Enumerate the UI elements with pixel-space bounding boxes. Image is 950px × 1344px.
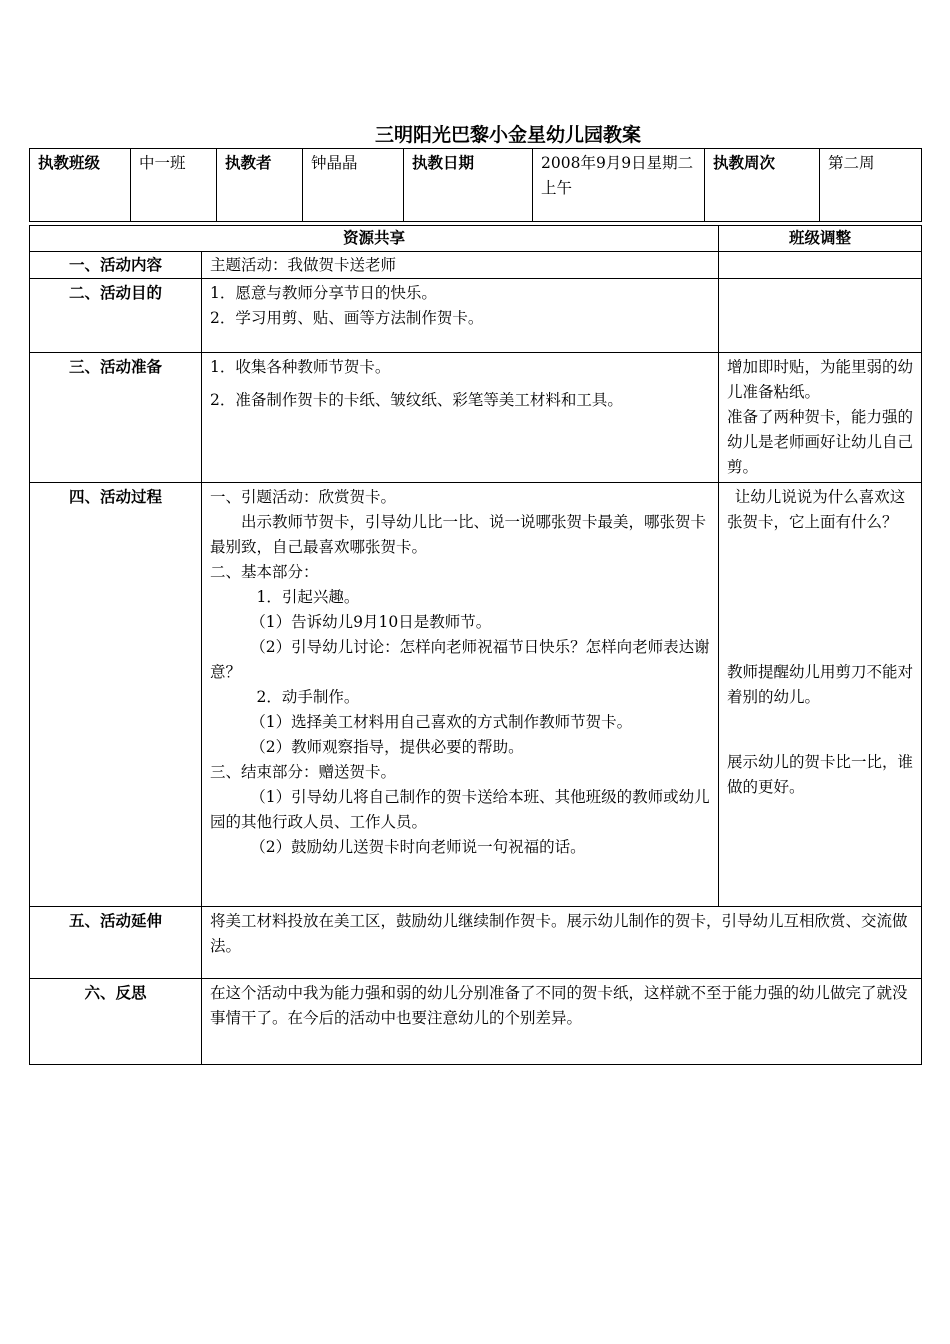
process-line: 三、结束部分：赠送贺卡。 (210, 763, 397, 781)
process-line: 2．动手制作。 (256, 688, 360, 706)
prep-adjust (719, 353, 922, 483)
goal-line: 2．学习用剪、贴、画等方法制作贺卡。 (210, 309, 484, 327)
prep-line: 2．准备制作贺卡的卡纸、皱纹纸、彩笔等美工材料和工具。 (210, 391, 623, 409)
process-line: 二、基本部分： (210, 563, 319, 581)
resource-header: 资源共享 (30, 226, 719, 252)
plan-table (29, 225, 922, 1065)
goal-line: 1．愿意与教师分享节日的快乐。 (210, 284, 437, 302)
goal-adjust (719, 279, 922, 353)
week-label: 执教周次 (705, 149, 820, 222)
process-line: （2）教师观察指导，提供必要的帮助。 (250, 738, 524, 756)
process-line: （1）选择美工材料用自己喜欢的方式制作教师节贺卡。 (250, 713, 633, 731)
class-value: 中一班 (131, 149, 217, 222)
process-adjust-line: 教师提醒幼儿用剪刀不能对着别的幼儿。 (727, 663, 914, 706)
content-text: 主题活动：我做贺卡送老师 (202, 252, 719, 279)
process-adjust-line: 让幼儿说说为什么喜欢这张贺卡，它上面有什么？ (727, 488, 906, 531)
teacher-value: 钟晶晶 (303, 149, 404, 222)
adjust-header: 班级调整 (719, 226, 922, 252)
document-title: 三明阳光巴黎小金星幼儿园教案 (374, 124, 641, 146)
teacher-label: 执教者 (217, 149, 303, 222)
process-label: 四、活动过程 (30, 483, 202, 907)
date-value: 2008年9月9日星期二 上午 (533, 149, 705, 222)
process-text (202, 483, 719, 907)
prep-text (202, 353, 719, 483)
content-adjust (719, 252, 922, 279)
goal-text (202, 279, 719, 353)
prep-label: 三、活动准备 (30, 353, 202, 483)
prep-line: 1．收集各种教师节贺卡。 (210, 358, 391, 376)
process-line: 一、引题活动：欣赏贺卡。 (210, 488, 397, 506)
reflect-label: 六、反思 (30, 979, 202, 1065)
reflect-text: 在这个活动中我为能力强和弱的幼儿分别准备了不同的贺卡纸，这样就不至于能力强的幼儿做完了就没事情干了。在今后的活动中也要注意幼儿的个别差异。 (202, 979, 922, 1065)
process-line: （2）引导幼儿讨论：怎样向老师祝福节日快乐？怎样向老师表达谢意？ (210, 638, 710, 681)
process-line: 1．引起兴趣。 (256, 588, 360, 606)
goal-label: 二、活动目的 (30, 279, 202, 353)
extend-text: 将美工材料投放在美工区，鼓励幼儿继续制作贺卡。展示幼儿制作的贺卡，引导幼儿互相欣赏、交流做法。 (202, 907, 922, 979)
class-label: 执教班级 (30, 149, 131, 222)
process-line: （1）告诉幼儿9月10日是教师节。 (250, 613, 492, 631)
extend-label: 五、活动延伸 (30, 907, 202, 979)
content-label: 一、活动内容 (30, 252, 202, 279)
date-label: 执教日期 (404, 149, 533, 222)
process-adjust-line: 展示幼儿的贺卡比一比，谁做的更好。 (727, 753, 914, 796)
week-value: 第二周 (820, 149, 922, 222)
process-line: （2）鼓励幼儿送贺卡时向老师说一句祝福的话。 (250, 838, 586, 856)
header-table (29, 148, 922, 222)
process-line: 出示教师节贺卡，引导幼儿比一比、说一说哪张贺卡最美，哪张贺卡最别致，自己最喜欢哪张贺卡。 (210, 513, 707, 556)
process-adjust (719, 483, 922, 907)
process-line: （1）引导幼儿将自己制作的贺卡送给本班、其他班级的教师或幼儿园的其他行政人员、工作人员。 (210, 788, 710, 831)
prep-adjust-line: 准备了两种贺卡，能力强的幼儿是老师画好让幼儿自己剪。 (727, 408, 914, 476)
prep-adjust-line: 增加即时贴，为能里弱的幼儿准备粘纸。 (727, 358, 914, 401)
